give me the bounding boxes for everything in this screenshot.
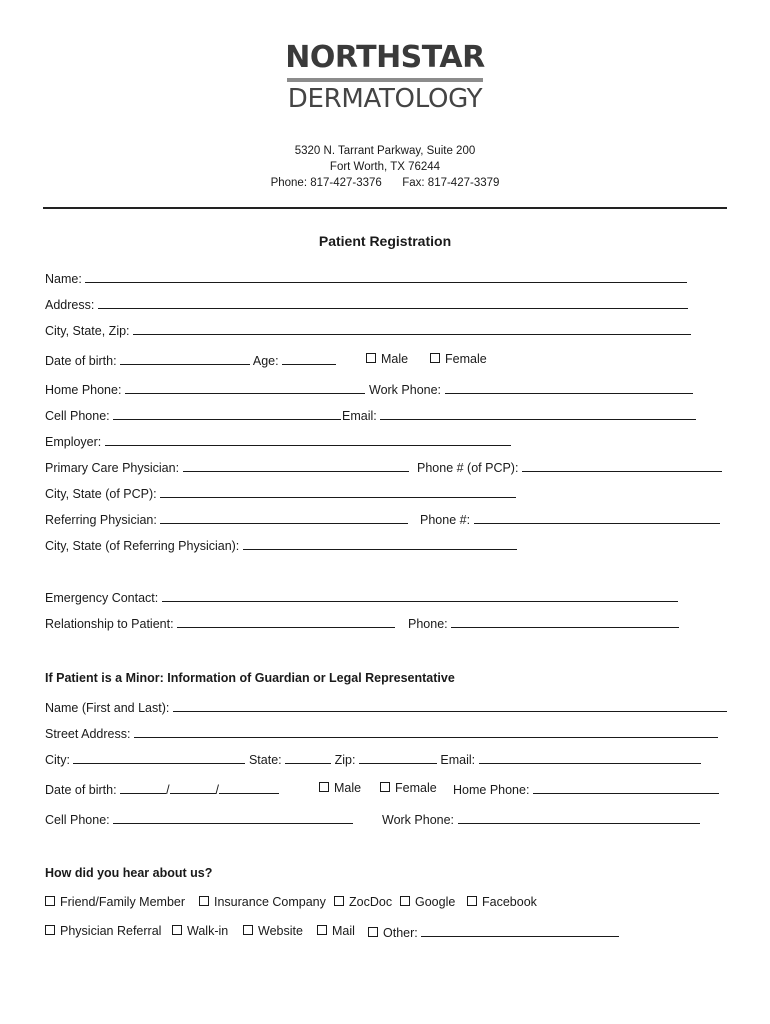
guardian-zip-label: Zip: (334, 753, 356, 767)
guardian-dob-day[interactable] (170, 781, 216, 794)
checkbox[interactable] (317, 925, 327, 935)
referral-label: ZocDoc (349, 895, 393, 909)
referral-label: Facebook (482, 895, 537, 909)
logo-northstar: NORTHSTAR (285, 40, 485, 75)
dob-slash-2: / (215, 783, 220, 797)
referral-label: Mail (332, 924, 355, 938)
guardian-female-checkbox[interactable] (380, 782, 390, 792)
row-ref-city (45, 537, 517, 553)
fax-number: Fax: 817-427-3379 (402, 177, 500, 189)
guardian-work-field[interactable] (458, 811, 700, 824)
referring-label: Referring Physician: (45, 513, 157, 527)
guardian-street-label: Street Address: (45, 727, 131, 741)
referral-label: Friend/Family Member (60, 895, 186, 909)
checkbox[interactable] (172, 925, 182, 935)
email-field[interactable] (380, 407, 696, 420)
guardian-city-label: City: (45, 753, 70, 767)
dob-field[interactable] (120, 352, 250, 365)
emergency-contact-label: Emergency Contact: (45, 591, 159, 605)
row-address (45, 296, 688, 312)
guardian-dob-year[interactable] (219, 781, 279, 794)
row-guardian-work (382, 811, 700, 827)
logo-dermatology: DERMATOLOGY (287, 84, 483, 114)
age-label: Age: (252, 354, 279, 368)
pcp-phone-field[interactable] (522, 459, 722, 472)
referral-option-friend[interactable] (45, 895, 185, 909)
address-line-2: Fort Worth, TX 76244 (329, 161, 441, 173)
row-referring (45, 511, 408, 527)
row-pcp (45, 459, 409, 475)
other-field[interactable] (421, 924, 619, 937)
emergency-phone-label: Phone: (408, 617, 448, 631)
female-label: Female (445, 352, 487, 366)
guardian-zip-field[interactable] (359, 751, 437, 764)
guardian-male-label: Male (334, 781, 362, 795)
referral-label: Walk-in (187, 924, 229, 938)
ref-phone-field[interactable] (474, 511, 720, 524)
guardian-state-label: State: (248, 753, 282, 767)
referral-label: Google (415, 895, 456, 909)
name-field[interactable] (85, 270, 687, 283)
referral-option-facebook[interactable] (467, 895, 537, 909)
pcp-phone-label: Phone # (of PCP): (417, 461, 519, 475)
row-emergency-phone (408, 615, 679, 631)
guardian-home-phone-field[interactable] (533, 781, 719, 794)
row-guardian-city (45, 751, 701, 767)
email-label: Email: (342, 409, 377, 423)
employer-field[interactable] (105, 433, 511, 446)
work-phone-label: Work Phone: (369, 383, 442, 397)
guardian-heading: If Patient is a Minor: Information of Guardian or Legal Representative (45, 671, 455, 685)
address-label: Address: (45, 298, 95, 312)
row-dob-age (45, 352, 336, 368)
referral-heading: How did you hear about us? (45, 866, 213, 880)
relationship-label: Relationship to Patient: (45, 617, 174, 631)
referring-field[interactable] (160, 511, 408, 524)
home-phone-field[interactable] (125, 381, 365, 394)
row-email (342, 407, 696, 423)
referral-option-physician[interactable] (45, 924, 161, 938)
checkbox[interactable] (400, 896, 410, 906)
row-pcp-city (45, 485, 516, 501)
guardian-home-phone-label: Home Phone: (453, 783, 530, 797)
guardian-name-label: Name (First and Last): (45, 701, 170, 715)
cell-phone-label: Cell Phone: (45, 409, 110, 423)
row-city-state-zip (45, 322, 691, 338)
checkbox[interactable] (368, 927, 378, 937)
guardian-dob-month[interactable] (120, 781, 166, 794)
age-field[interactable] (282, 352, 336, 365)
guardian-female-option[interactable] (380, 781, 437, 795)
referral-label: Website (258, 924, 303, 938)
name-label: Name: (45, 272, 82, 286)
pcp-city-label: City, State (of PCP): (45, 487, 157, 501)
checkbox[interactable] (243, 925, 253, 935)
city-state-zip-label: City, State, Zip: (45, 324, 130, 338)
work-phone-field[interactable] (445, 381, 693, 394)
row-name (45, 270, 687, 286)
emergency-contact-field[interactable] (162, 589, 678, 602)
address-line-1: 5320 N. Tarrant Parkway, Suite 200 (294, 145, 476, 157)
checkbox[interactable] (334, 896, 344, 906)
employer-label: Employer: (45, 435, 102, 449)
checkbox[interactable] (45, 925, 55, 935)
referral-label: Physician Referral (60, 924, 162, 938)
guardian-work-label: Work Phone: (382, 813, 455, 827)
referral-option-mail[interactable] (317, 924, 355, 938)
checkbox[interactable] (199, 896, 209, 906)
guardian-street-field[interactable] (134, 725, 718, 738)
referral-option-google[interactable] (400, 895, 455, 909)
row-relationship (45, 615, 395, 631)
checkbox[interactable] (45, 896, 55, 906)
logo-divider (287, 78, 483, 82)
row-ref-phone (420, 511, 720, 527)
home-phone-label: Home Phone: (45, 383, 122, 397)
relationship-field[interactable] (177, 615, 395, 628)
row-guardian-name (45, 699, 727, 715)
dob-label: Date of birth: (45, 354, 117, 368)
cell-phone-field[interactable] (113, 407, 341, 420)
ref-phone-label: Phone #: (420, 513, 471, 527)
referral-option-insurance[interactable] (199, 895, 326, 909)
referral-option-walkin[interactable] (172, 924, 228, 938)
guardian-city-field[interactable] (73, 751, 245, 764)
row-emergency-contact (45, 589, 678, 605)
referral-label: Insurance Company (214, 895, 326, 909)
guardian-female-label: Female (395, 781, 437, 795)
pcp-field[interactable] (183, 459, 409, 472)
patient-female-option[interactable] (430, 352, 487, 366)
referral-option-other[interactable] (368, 924, 619, 940)
guardian-male-checkbox[interactable] (319, 782, 329, 792)
row-employer (45, 433, 511, 449)
phone-number: Phone: 817-427-3376 (270, 177, 382, 189)
referral-option-zocdoc[interactable] (334, 895, 392, 909)
row-home-phone (45, 381, 365, 397)
header-divider (43, 207, 727, 209)
guardian-cell-field[interactable] (113, 811, 353, 824)
guardian-dob-label: Date of birth: (45, 783, 117, 797)
referral-option-website[interactable] (243, 924, 303, 938)
city-state-zip-field[interactable] (133, 322, 691, 335)
dob-slash-1: / (166, 783, 170, 797)
guardian-state-field[interactable] (285, 751, 331, 764)
contact-line (0, 177, 770, 189)
guardian-cell-label: Cell Phone: (45, 813, 110, 827)
form-title: Patient Registration (318, 233, 452, 249)
pcp-label: Primary Care Physician: (45, 461, 180, 475)
row-guardian-home-phone (453, 781, 719, 797)
male-checkbox[interactable] (366, 353, 376, 363)
row-work-phone (369, 381, 693, 397)
row-guardian-cell (45, 811, 353, 827)
row-cell-phone (45, 407, 341, 423)
address-field[interactable] (98, 296, 688, 309)
emergency-phone-field[interactable] (451, 615, 679, 628)
guardian-male-option[interactable] (319, 781, 361, 795)
checkbox[interactable] (467, 896, 477, 906)
referral-label: Other: (383, 926, 418, 940)
pcp-city-field[interactable] (160, 485, 516, 498)
female-checkbox[interactable] (430, 353, 440, 363)
row-guardian-street (45, 725, 718, 741)
row-guardian-dob (45, 781, 279, 797)
ref-city-field[interactable] (243, 537, 517, 550)
male-label: Male (381, 352, 409, 366)
ref-city-label: City, State (of Referring Physician): (45, 539, 240, 553)
row-pcp-phone (417, 459, 722, 475)
guardian-name-field[interactable] (173, 699, 727, 712)
guardian-email-label: Email: (440, 753, 476, 767)
guardian-email-field[interactable] (479, 751, 701, 764)
patient-male-option[interactable] (366, 352, 408, 366)
